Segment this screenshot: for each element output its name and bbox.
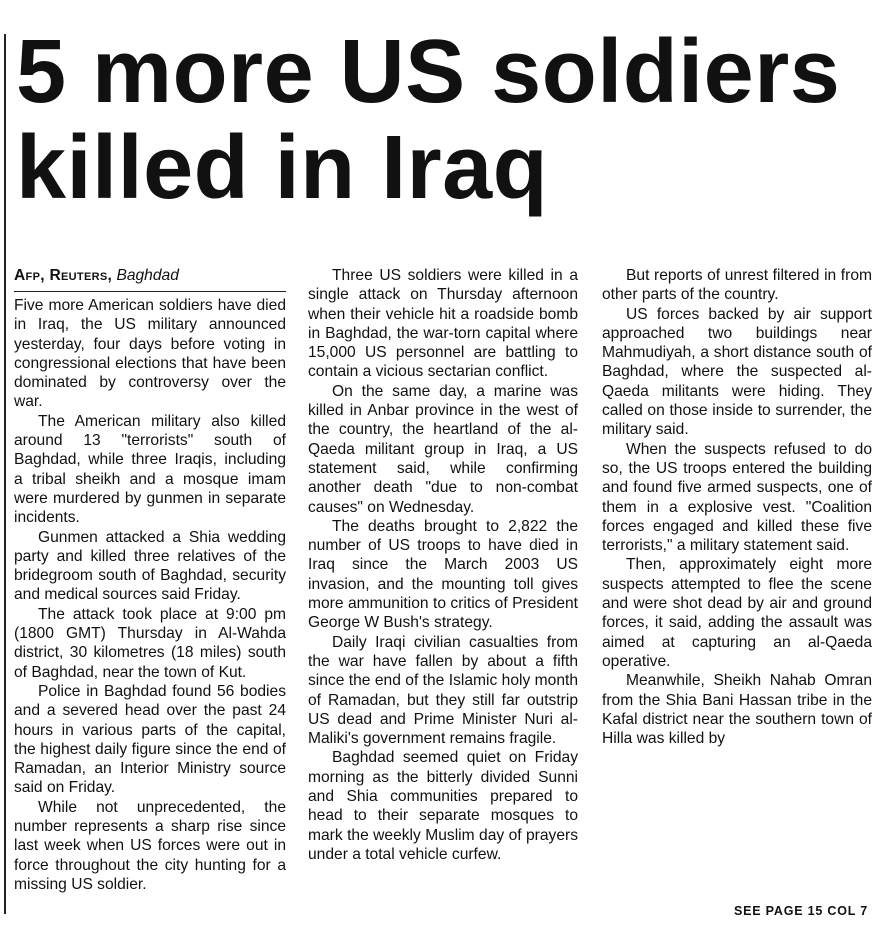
article-column-3 (602, 266, 872, 748)
paragraph: The attack took place at 9:00 pm (1800 GMT) Thursday in Al-Wahda district, 30 kilometres (18 miles) south of Baghdad, near the town of Kut. (14, 605, 286, 681)
paragraph: Five more American soldiers have died in Iraq, the US military announced yesterday, four days before voting in congressional elections that have been dominated by controversy over the war. (14, 297, 286, 411)
paragraph: But reports of unrest filtered in from other parts of the country. (602, 267, 872, 304)
paragraph: Then, approximately eight more suspects attempted to flee the scene and were shot dead by air and ground forces, it said, adding the assault was aimed at capturing an al-Qaeda operative. (602, 556, 872, 670)
paragraph: Meanwhile, Sheikh Nahab Omran from the Shia Bani Hassan tribe in the Kafal district near the southern town of Hilla was killed by (602, 672, 872, 748)
paragraph: Baghdad seemed quiet on Friday morning as the bitterly divided Sunni and Shia communities prepared to head to their separate mosques to mark the weekly Muslim day of prayers under a total vehicle curfew. (308, 749, 578, 863)
column-rule (4, 34, 6, 914)
headline: 5 more US soldiers killed in Iraq (16, 22, 841, 218)
paragraph: US forces backed by air support approached two buildings near Mahmudiyah, a short distance south of Baghdad, where the suspected al-Qaeda militants were hiding. They called on those inside to surrender, the military said. (602, 305, 872, 439)
article-column-2 (308, 266, 578, 864)
byline-agency: Afp, Reuters, (14, 267, 113, 284)
article-column-1 (14, 266, 286, 894)
paragraph: On the same day, a marine was killed in Anbar province in the west of the country, the heartland of the al-Qaeda militant group in Iraq, a US statement said, while confirming another death "due to non-combat causes" on Wednesday. (308, 382, 578, 516)
paragraph: While not unprecedented, the number represents a sharp rise since last week when US forces were out in force throughout the city hunting for a missing US soldier. (14, 798, 286, 893)
continuation-jump-line: SEE PAGE 15 COL 7 (733, 904, 868, 918)
paragraph: Police in Baghdad found 56 bodies and a severed head over the past 24 hours in various parts of the capital, the highest daily figure since the end of Ramadan, an Interior Ministry source said on Friday. (14, 682, 286, 797)
paragraph: The deaths brought to 2,822 the number of US troops to have died in Iraq since the March 2003 US invasion, and the mounting toll gives more ammunition to critics of President George W Bush's strategy. (308, 517, 578, 632)
byline-location: Baghdad (116, 267, 179, 284)
byline (14, 266, 286, 292)
paragraph: When the suspects refused to do so, the US troops entered the building and found five armed suspects, one of them in a explosive vest. "Coalition forces engaged and killed these five terrorists," a military statement said. (602, 440, 872, 555)
paragraph: The American military also killed around 13 "terrorists" south of Baghdad, while three Iraqis, including a tribal sheikh and a mosque imam were murdered by gunmen in separate incidents. (14, 412, 286, 527)
paragraph: Three US soldiers were killed in a single attack on Thursday afternoon when their vehicle hit a roadside bomb in Baghdad, the war-torn capital where 15,000 US personnel are battling to contain a vicious sectarian conflict. (308, 267, 578, 381)
paragraph: Gunmen attacked a Shia wedding party and killed three relatives of the bridegroom south of Baghdad, security and medical sources said Friday. (14, 528, 286, 604)
paragraph: Daily Iraqi civilian casualties from the war have fallen by about a fifth since the end of the Islamic holy month of Ramadan, but they still far outstrip US dead and Prime Minister Nuri al-Maliki's government remains fragile. (308, 633, 578, 748)
